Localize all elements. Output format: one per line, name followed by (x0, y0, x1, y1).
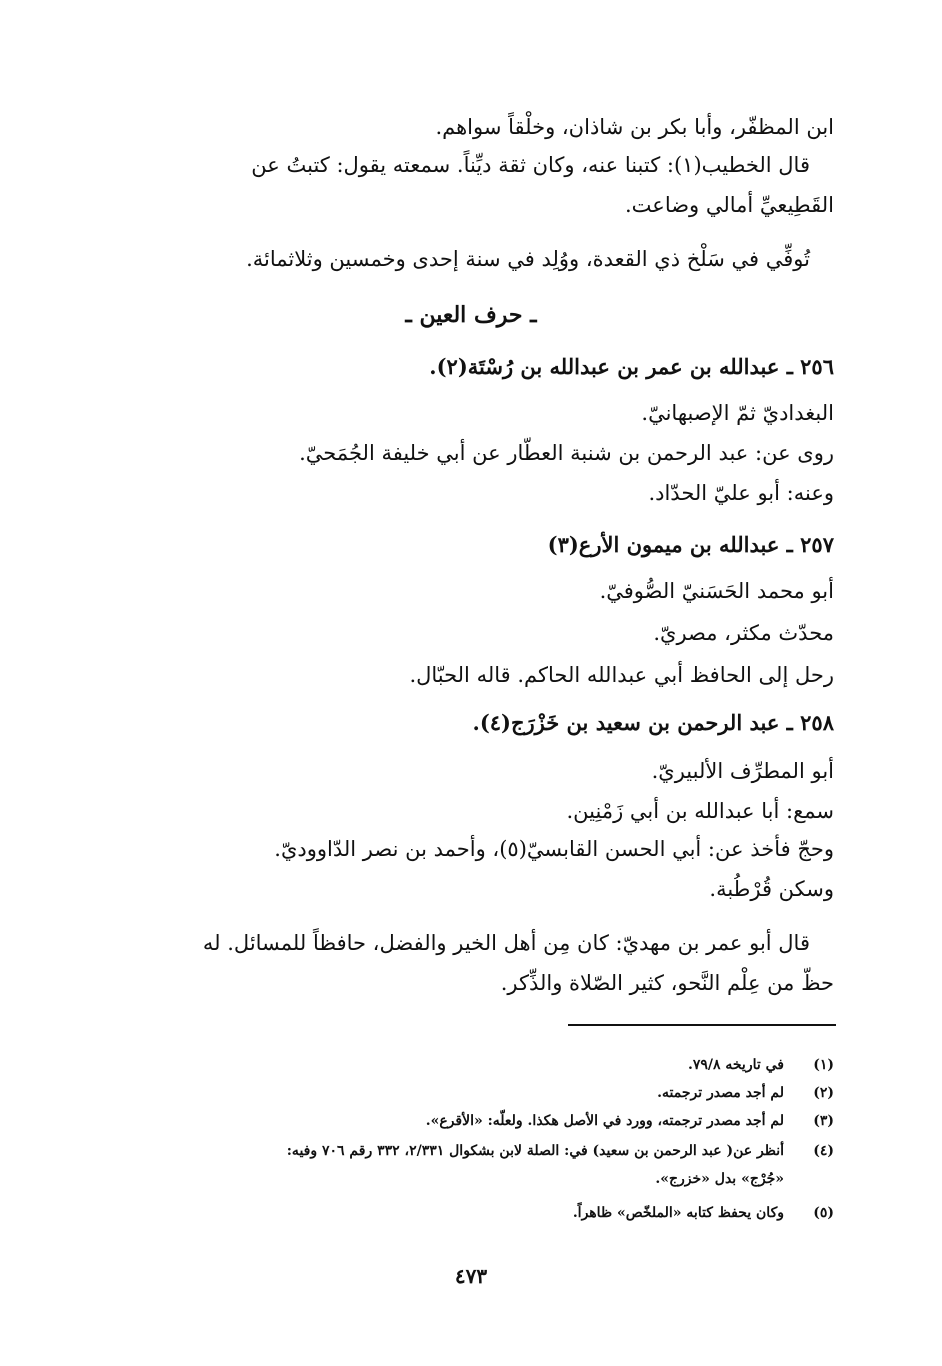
footnote-number: (٥) (813, 1205, 834, 1221)
entry-257-line-3: رحل إلى الحافظ أبي عبدالله الحاكم. قاله الحبّال. (409, 663, 834, 687)
entry-257-line-1: أبو محمد الحَسَنيّ الصُّوفيّ. (599, 579, 834, 603)
body-line-1: ابن المظفّر، وأبا بكر بن شاذان، وخلْقاً سواهم. (435, 115, 834, 139)
entry-257-title: ٢٥٧ ـ عبدالله بن ميمون الأرع(٣) (547, 532, 834, 557)
entry-257-line-2: محدّث مكثر، مصريّ. (653, 621, 834, 645)
entry-258-line-4: وسكن قُرْطُبة. (709, 877, 834, 901)
entry-258-line-1: أبو المطرِّف الألبيريّ. (651, 759, 834, 783)
entry-256-title: ٢٥٦ ـ عبدالله بن عمر بن عبدالله بن رُسْتَة(٢). (429, 354, 834, 379)
entry-256-line-2: روى عن: عبد الرحمن بن شنبة العطّار عن أبي خليفة الجُمَحيّ. (299, 441, 834, 465)
body-line-3: القَطِيعيِّ أمالي وضاعت. (625, 193, 834, 217)
footnote-number: (٣) (813, 1113, 834, 1129)
footnote-divider (568, 1024, 836, 1026)
entry-258-line-5: قال أبو عمر بن مهديّ: كان مِن أهل الخير والفضل، حافظاً للمسائل. له (202, 931, 810, 955)
footnote-text: لم أجد مصدر ترجمته. (657, 1085, 784, 1101)
footnote-number: (٢) (813, 1085, 834, 1101)
footnote-number: (١) (813, 1057, 834, 1073)
page-number: ٤٧٣ (454, 1264, 488, 1288)
footnote-4-continuation: «جُرْج» بدل «خزرج». (655, 1171, 784, 1187)
footnote-number: (٤) (813, 1143, 834, 1159)
entry-256-line-1: البغداديّ ثمّ الإصبهانيّ. (641, 401, 834, 425)
footnote-text: لم أجد مصدر ترجمته، وورد في الأصل هكذا. ولعلّه: «الأقرع». (425, 1113, 784, 1129)
footnote-text: أنظر عن( عبد الرحمن بن سعيد) في: الصلة لابن بشكوال ٢/٣٣١، ٣٣٢ رقم ٧٠٦ وفيه: (286, 1143, 784, 1159)
entry-258-title: ٢٥٨ ـ عبد الرحمن بن سعيد بن خَزْرَج(٤). (472, 710, 834, 735)
entry-258-line-6: حظّ من عِلْم النَّحو، كثير الصّلاة والذِّكر. (500, 971, 834, 995)
entry-256-line-3: وعنه: أبو عليّ الحدّاد. (648, 481, 834, 505)
body-line-2: قال الخطيب(١): كتبنا عنه، وكان ثقة ديِّناً. سمعته يقول: كتبتُ عن (251, 153, 810, 177)
body-line-4: تُوفِّي في سَلْخ ذي القعدة، ووُلِد في سنة إحدى وخمسين وثلاثمائة. (246, 247, 810, 271)
footnote-text: في تاريخه ٧٩/٨. (687, 1057, 784, 1073)
footnote-text: وكان يحفظ كتابه «الملخّص» ظاهراً. (572, 1205, 784, 1221)
entry-258-line-3: وحجّ فأخذ عن: أبي الحسن القابسيّ(٥)، وأحمد بن نصر الدّاووديّ. (274, 837, 834, 861)
section-heading: ـ حرف العين ـ (405, 302, 537, 328)
entry-258-line-2: سمع: أبا عبدالله بن أبي زَمْنِين. (566, 799, 834, 823)
